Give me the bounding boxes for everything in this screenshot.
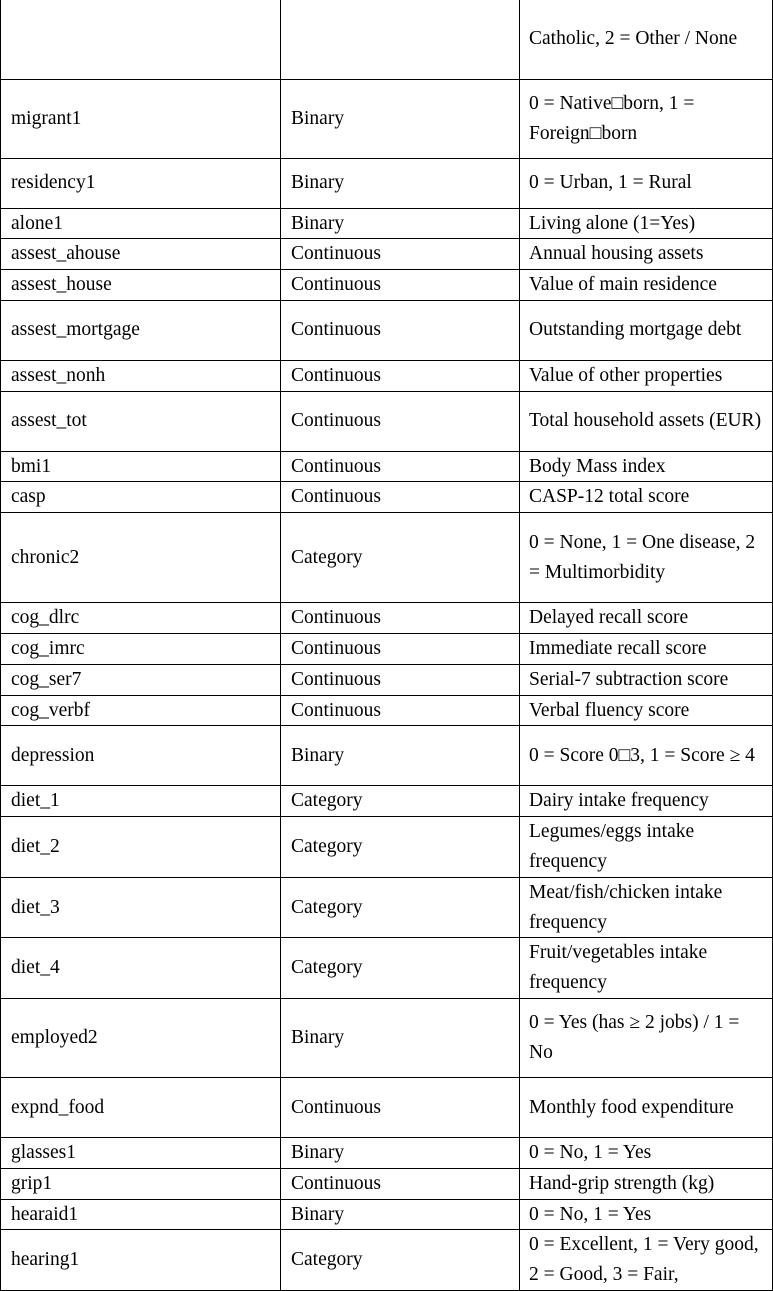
variable-type-cell: Category (281, 938, 520, 999)
variable-description-cell: 0 = Urban, 1 = Rural (520, 158, 773, 208)
variable-name-cell: casp (1, 482, 281, 513)
variable-description-cell: CASP-12 total score (520, 482, 773, 513)
table-row (1, 391, 773, 451)
variable-type-cell: Category (281, 877, 520, 938)
variable-description-cell: Serial-7 subtraction score (520, 664, 773, 695)
variable-description-cell: Delayed recall score (520, 603, 773, 634)
table-row (1, 451, 773, 482)
variable-name-cell: cog_dlrc (1, 603, 281, 634)
variable-description-cell: Fruit/vegetables intake frequency (520, 938, 773, 999)
variable-type-cell: Continuous (281, 695, 520, 726)
variable-name-cell: assest_mortgage (1, 300, 281, 360)
variable-type-cell: Continuous (281, 239, 520, 270)
variable-name-cell: assest_tot (1, 391, 281, 451)
table-row (1, 1168, 773, 1199)
table-row (1, 664, 773, 695)
variable-type-cell: Binary (281, 1199, 520, 1230)
variable-type-cell: Continuous (281, 634, 520, 665)
variable-type-cell: Category (281, 513, 520, 603)
variable-description-cell: 0 = Native□born, 1 = Foreign□born (520, 79, 773, 158)
table-row (1, 79, 773, 158)
variable-type-cell: Binary (281, 79, 520, 158)
variable-name-cell: alone1 (1, 208, 281, 239)
table-row (1, 300, 773, 360)
variable-description-cell: Annual housing assets (520, 239, 773, 270)
variable-type-cell: Continuous (281, 270, 520, 301)
variable-description-cell: Verbal fluency score (520, 695, 773, 726)
variable-type-cell: Continuous (281, 300, 520, 360)
table-row (1, 877, 773, 938)
table-row (1, 158, 773, 208)
table-row (1, 1199, 773, 1230)
variable-name-cell: diet_2 (1, 817, 281, 878)
variable-description-cell: 0 = None, 1 = One disease, 2 = Multimorbidity (520, 513, 773, 603)
variable-name-cell: diet_4 (1, 938, 281, 999)
variable-type-cell: Continuous (281, 664, 520, 695)
variable-description-cell: 0 = No, 1 = Yes (520, 1138, 773, 1169)
variable-type-cell: Binary (281, 208, 520, 239)
variable-description-cell: Legumes/eggs intake frequency (520, 817, 773, 878)
variable-name-cell: glasses1 (1, 1138, 281, 1169)
variable-description-cell: Immediate recall score (520, 634, 773, 665)
table-row (1, 938, 773, 999)
variable-name-cell: migrant1 (1, 79, 281, 158)
variable-name-cell: residency1 (1, 158, 281, 208)
table-row (1, 482, 773, 513)
variable-name-cell: cog_verbf (1, 695, 281, 726)
variable-name-cell (1, 0, 281, 79)
variable-name-cell: chronic2 (1, 513, 281, 603)
variable-name-cell: assest_house (1, 270, 281, 301)
variable-type-cell: Category (281, 817, 520, 878)
variable-name-cell: cog_ser7 (1, 664, 281, 695)
variable-name-cell: assest_nonh (1, 360, 281, 391)
table-row (1, 603, 773, 634)
variable-type-cell: Category (281, 786, 520, 817)
table-row (1, 1138, 773, 1169)
variable-description-cell: Value of other properties (520, 360, 773, 391)
table-row (1, 817, 773, 878)
variable-description-cell: 0 = Excellent, 1 = Very good, 2 = Good, 3 = Fair, (520, 1230, 773, 1291)
variable-name-cell: diet_3 (1, 877, 281, 938)
table-row (1, 239, 773, 270)
variable-type-cell: Binary (281, 1138, 520, 1169)
table-row (1, 726, 773, 786)
variable-type-cell: Binary (281, 726, 520, 786)
variable-name-cell: expnd_food (1, 1078, 281, 1138)
variable-name-cell: depression (1, 726, 281, 786)
variable-table-body (1, 0, 773, 1291)
variable-name-cell: diet_1 (1, 786, 281, 817)
variable-type-cell (281, 0, 520, 79)
variable-type-cell: Continuous (281, 391, 520, 451)
variable-type-cell: Binary (281, 158, 520, 208)
variable-description-cell: Catholic, 2 = Other / None (520, 0, 773, 79)
table-row (1, 0, 773, 79)
table-row (1, 1230, 773, 1291)
variable-type-cell: Continuous (281, 603, 520, 634)
variable-description-cell: Meat/fish/chicken intake frequency (520, 877, 773, 938)
variable-description-cell: Total household assets (EUR) (520, 391, 773, 451)
variable-type-cell: Continuous (281, 1078, 520, 1138)
variable-description-cell: Value of main residence (520, 270, 773, 301)
table-row (1, 270, 773, 301)
variable-description-cell: 0 = No, 1 = Yes (520, 1199, 773, 1230)
variable-description-cell: Hand-grip strength (kg) (520, 1168, 773, 1199)
variable-type-cell: Continuous (281, 1168, 520, 1199)
variable-type-cell: Category (281, 1230, 520, 1291)
variable-type-cell: Continuous (281, 451, 520, 482)
table-row (1, 513, 773, 603)
variable-type-cell: Continuous (281, 482, 520, 513)
variable-description-cell: Dairy intake frequency (520, 786, 773, 817)
table-row (1, 208, 773, 239)
variable-description-cell: 0 = Score 0□3, 1 = Score ≥ 4 (520, 726, 773, 786)
variable-description-cell: Monthly food expenditure (520, 1078, 773, 1138)
variable-name-cell: grip1 (1, 1168, 281, 1199)
table-row (1, 786, 773, 817)
variable-name-cell: bmi1 (1, 451, 281, 482)
variable-description-cell: Outstanding mortgage debt (520, 300, 773, 360)
table-row (1, 999, 773, 1078)
variable-description-cell: 0 = Yes (has ≥ 2 jobs) / 1 = No (520, 999, 773, 1078)
variable-type-cell: Continuous (281, 360, 520, 391)
variable-description-cell: Living alone (1=Yes) (520, 208, 773, 239)
variable-name-cell: assest_ahouse (1, 239, 281, 270)
variable-name-cell: hearing1 (1, 1230, 281, 1291)
variable-description-cell: Body Mass index (520, 451, 773, 482)
table-row (1, 634, 773, 665)
table-row (1, 1078, 773, 1138)
variable-name-cell: hearaid1 (1, 1199, 281, 1230)
variable-name-cell: employed2 (1, 999, 281, 1078)
variable-name-cell: cog_imrc (1, 634, 281, 665)
table-row (1, 695, 773, 726)
table-row (1, 360, 773, 391)
variable-type-cell: Binary (281, 999, 520, 1078)
